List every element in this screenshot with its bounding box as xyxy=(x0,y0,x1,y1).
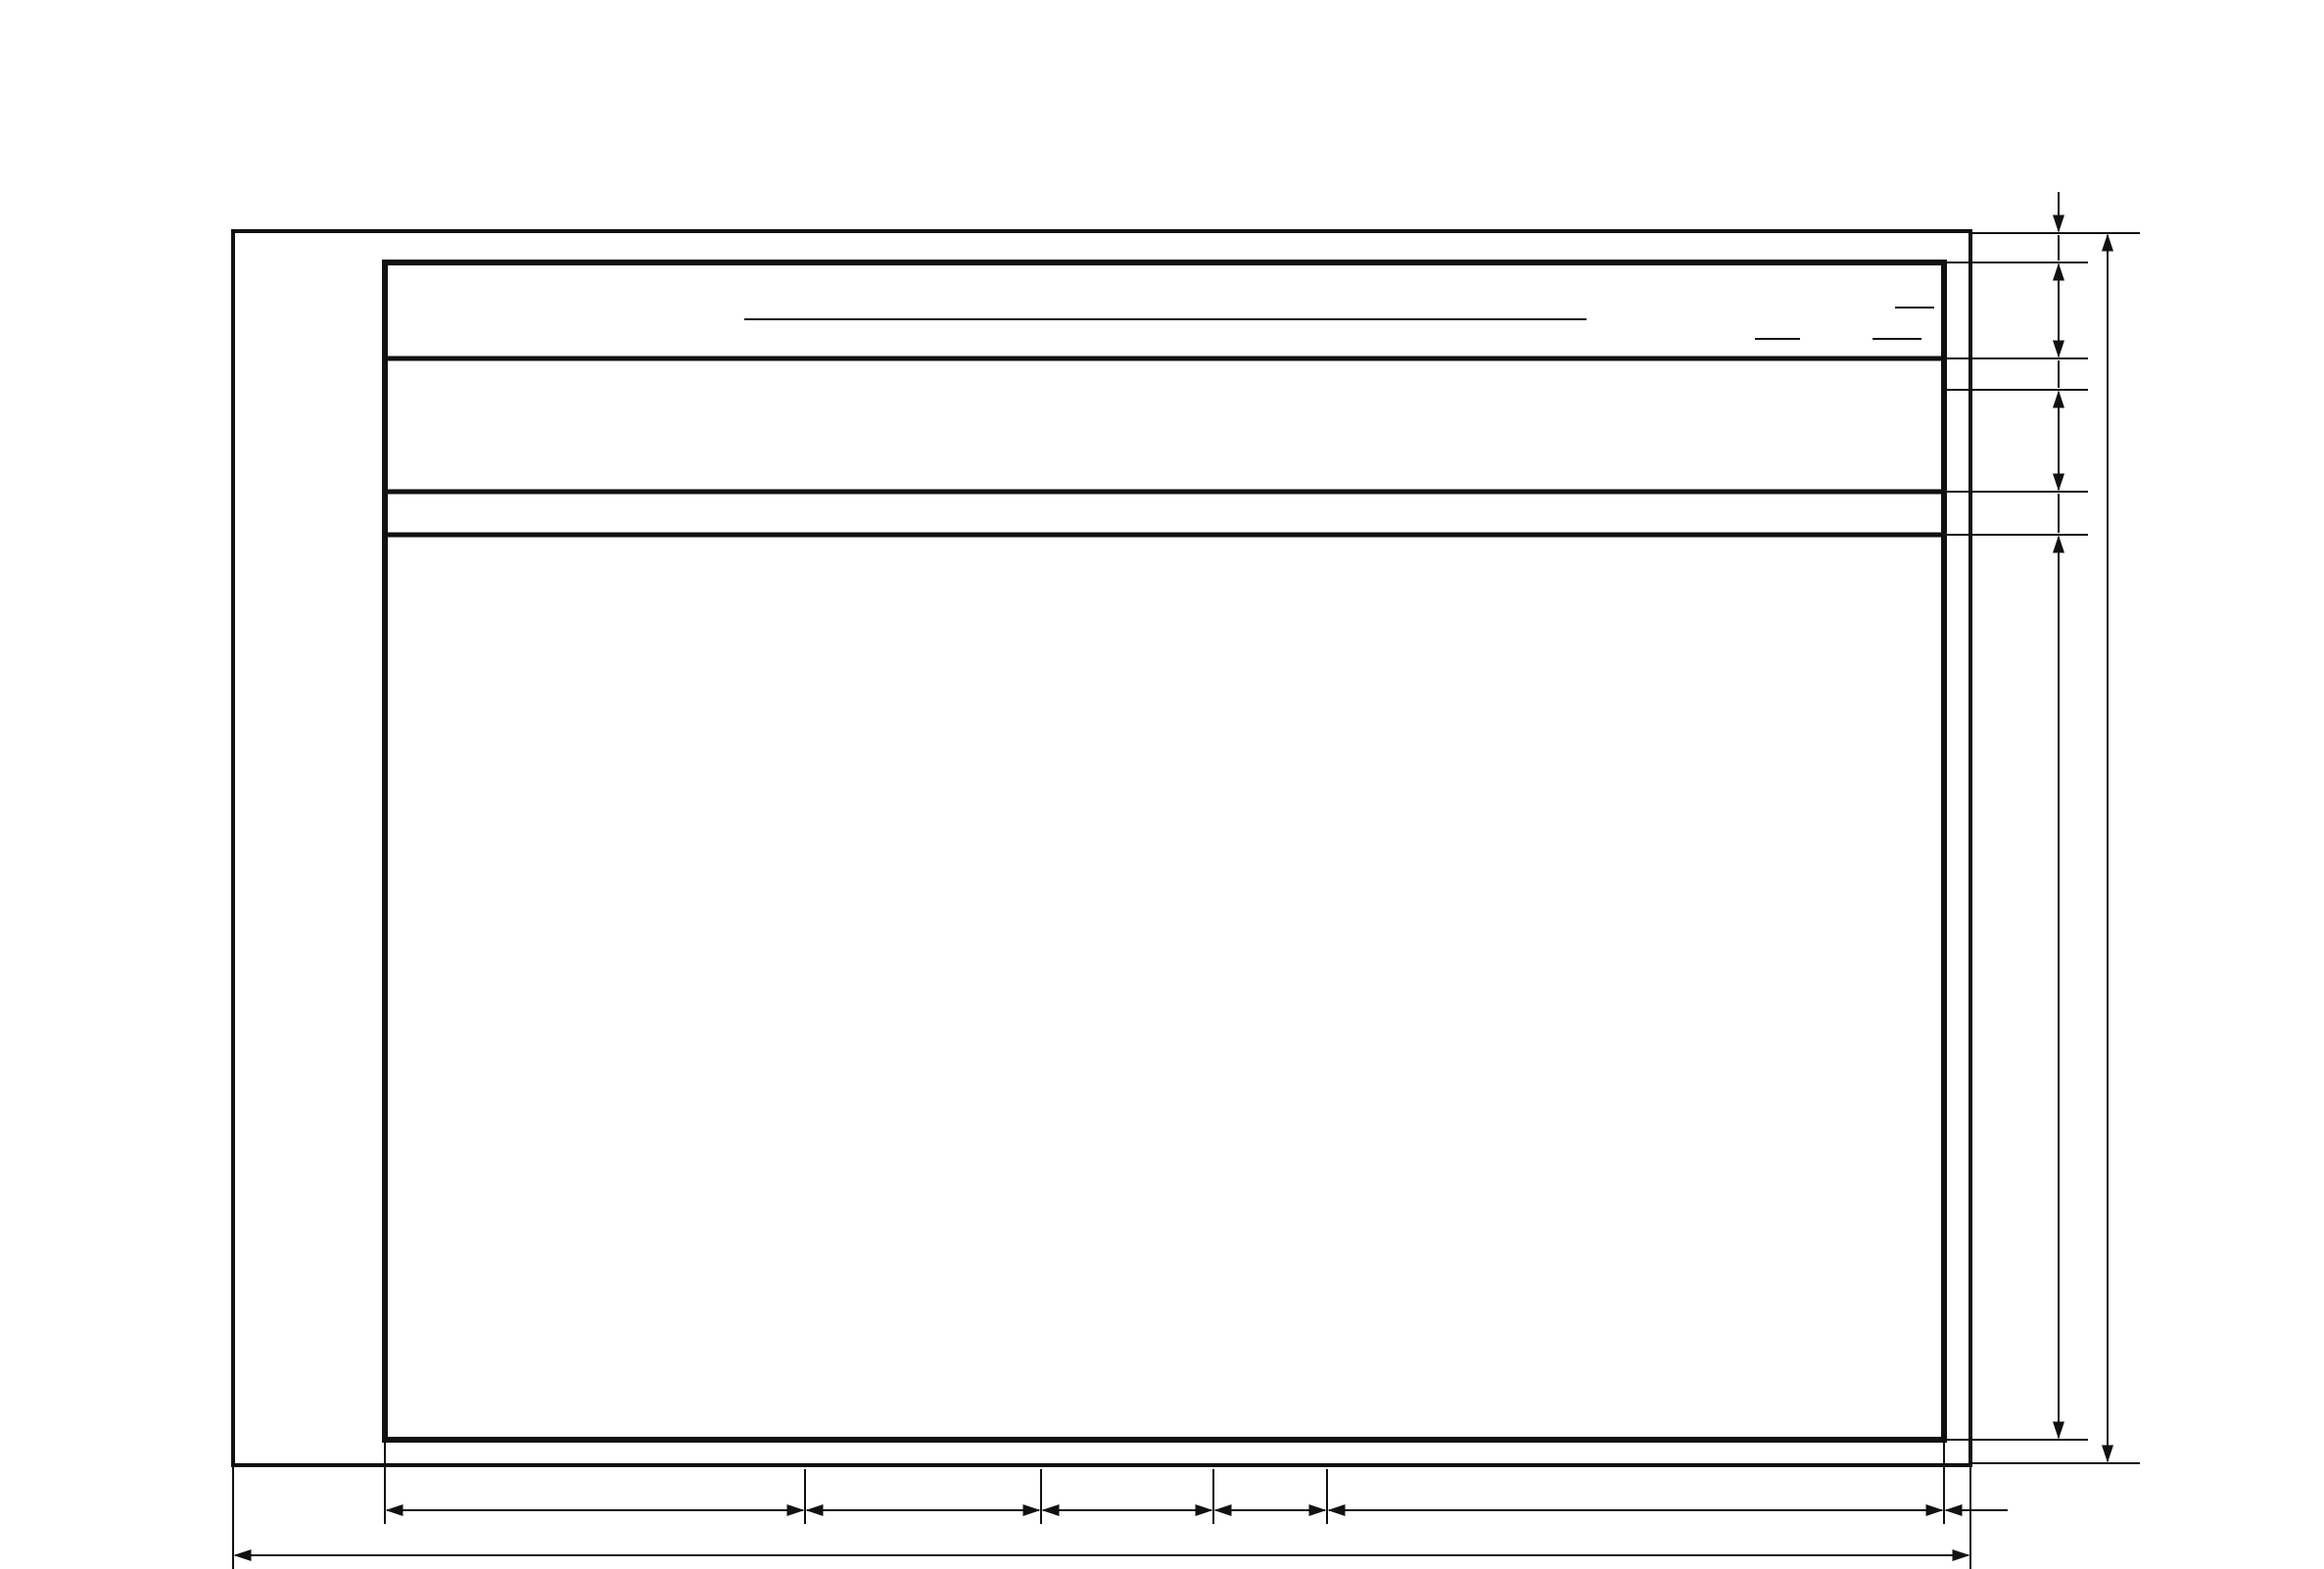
form-frame xyxy=(385,262,1944,1440)
dimension-annotations xyxy=(233,192,2140,1569)
sheet-border xyxy=(233,231,1970,1465)
